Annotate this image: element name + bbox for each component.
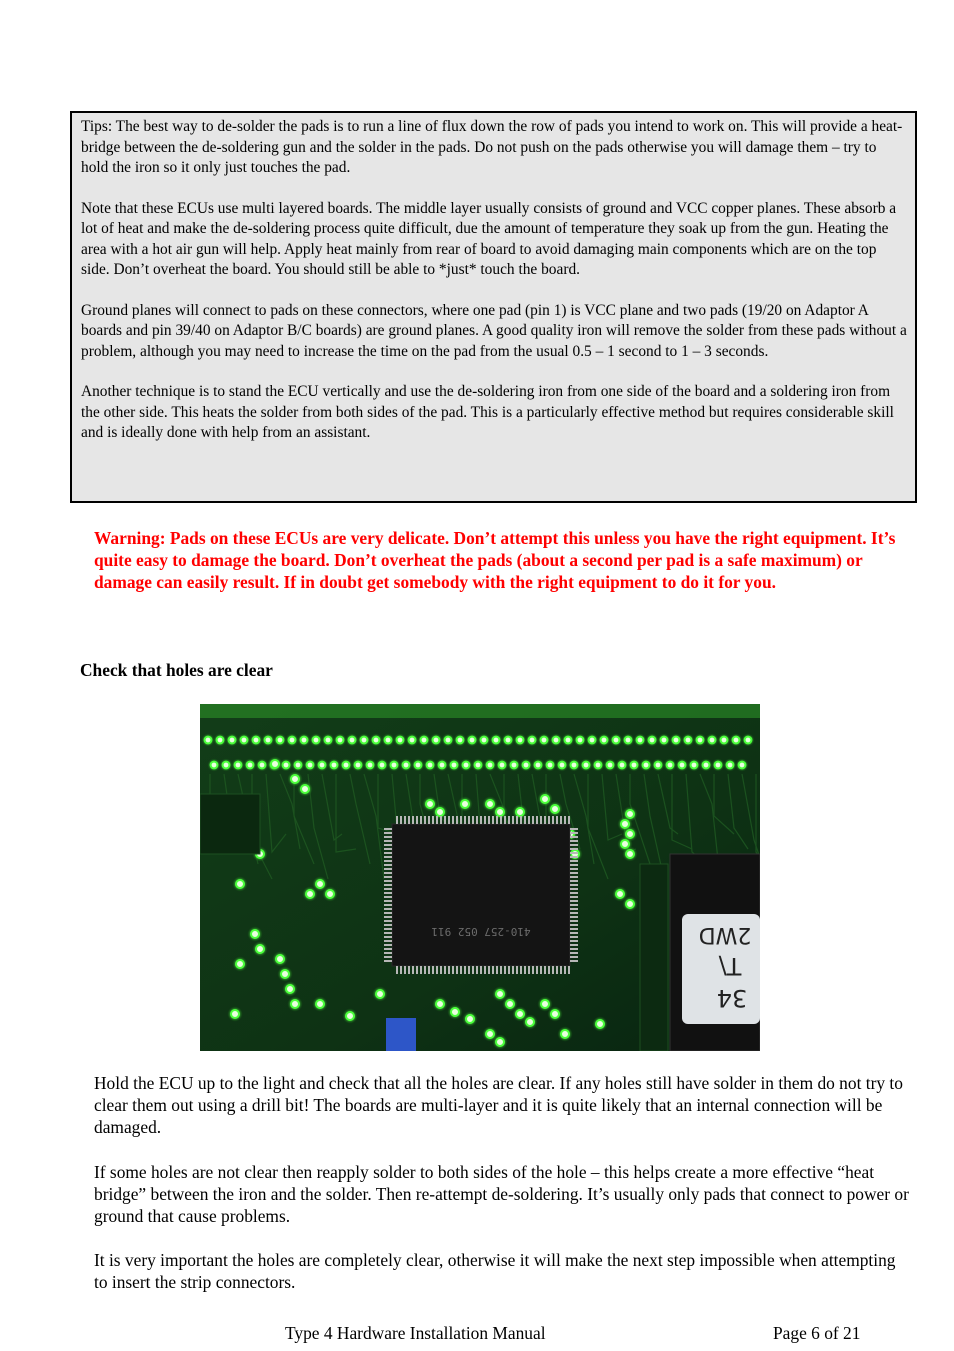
tips-paragraph: Ground planes will connect to pads on these connectors, where one pad (pin 1) is VCC plane and two pads (19/20 on Adaptor A boards and pin 39/40 on Adaptor B/C boards) are ground planes. A good quality iron will remove the solder from these pads without a problem, although you may need to increase the time on the pad from the usual 0.5 – 1 second to 1 – 3 seconds.: [81, 301, 907, 360]
body-paragraph: If some holes are not clear then reapply solder to both sides of the hole – this helps create a more effective “heat bridge” between the iron and the solder. Then re-attempt de-soldering. It’s usually only pads that connect to power or ground that cause problems.: [94, 1161, 909, 1227]
body-paragraph: It is very important the holes are completely clear, otherwise it will make the next step impossible when attempting to insert the strip connectors.: [94, 1250, 896, 1293]
tips-box: [70, 111, 917, 503]
sticker-label: 34: [716, 984, 748, 1012]
chip-label: 410-257 052 911: [431, 925, 531, 938]
ecu-board-photo: [200, 704, 760, 1051]
body-text: [94, 1072, 909, 1316]
body-paragraph: Hold the ECU up to the light and check that all the holes are clear. If any holes still have solder in them do not try to clear them out using a drill bit! The boards are multi-layer and it is quite likely that an internal connection will be damaged.: [94, 1073, 903, 1138]
sticker-label: T\: [718, 952, 742, 980]
section-heading: Check that holes are clear: [80, 660, 273, 680]
footer-title: Type 4 Hardware Installation Manual: [285, 1323, 546, 1343]
tips-paragraph: Another technique is to stand the ECU vertically and use the de-soldering iron from one side of the board and a soldering iron from the other side. This heats the solder from both sides of the pad. This is a particularly effective method but requires considerable skill and is ideally done with help from an assistant.: [81, 383, 894, 441]
sticker-label: 2WD: [698, 922, 752, 947]
tips-paragraph: Note that these ECUs use multi layered boards. The middle layer usually consists of ground and VCC copper planes. These absorb a lot of heat and make the de-soldering process quite difficult, due the amount of temperature they soak up from the gun. Heating the area with a hot air gun will help. Apply heat mainly from rear of board to avoid damaging main components which are on the top side. Don’t overheat the board. You should still be able to *just* touch the board.: [81, 199, 897, 278]
footer-page-number: Page 6 of 21: [773, 1323, 861, 1343]
warning-text: Warning: Pads on these ECUs are very delicate. Don’t attempt this unless you have the right equipment. It’s quite easy to damage the board. Don’t overheat the pads (about a second per pad is a safe maximum) or damage can easily result. If in doubt get somebody with the right equipment to do it for you.: [94, 528, 896, 593]
tips-paragraph: Tips: The best way to de-solder the pads is to run a line of flux down the row of pads you intend to work on. This will provide a heat-bridge between the de-soldering gun and the solder in the pads. Do not push on the pads otherwise you will damage them – try to hold the iron so it only just touches the pad.: [81, 118, 903, 176]
